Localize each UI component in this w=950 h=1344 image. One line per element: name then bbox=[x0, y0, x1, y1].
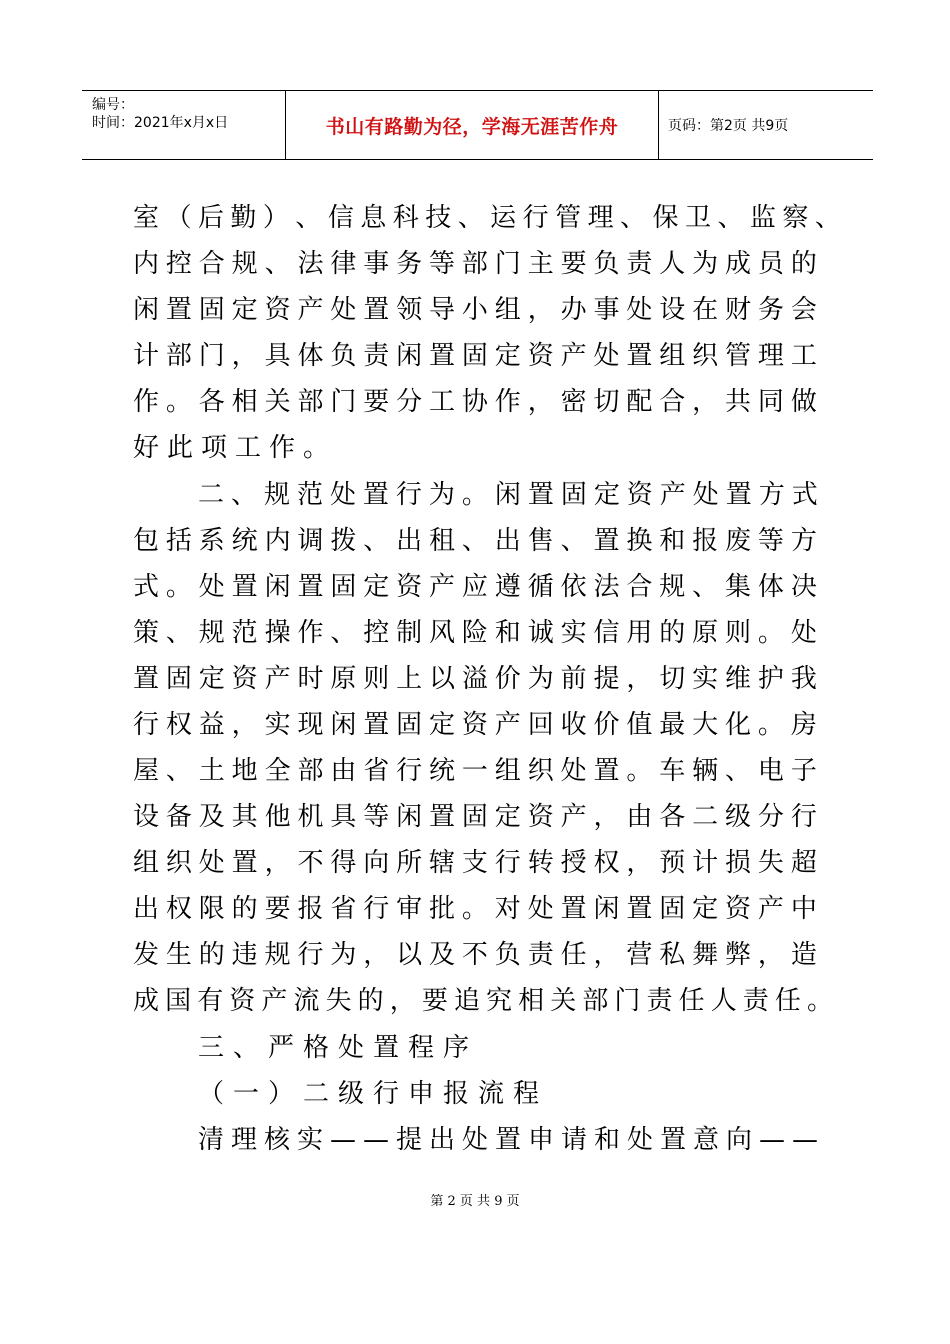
body-line: 行 权 益 ， 实 现 闲 置 固 定 资 产 回 收 价 值 最 大 化 。 房 bbox=[133, 710, 817, 740]
body-line: 屋 、 土 地 全 部 由 省 行 统 一 组 织 处 置 。 车 辆 、 电 子 bbox=[133, 756, 817, 786]
body-line: 清 理 核 实 — — 提 出 处 置 申 请 和 处 置 意 向 — — bbox=[198, 1125, 818, 1155]
body-line: 闲 置 固 定 资 产 处 置 领 导 小 组 ， 办 事 处 设 在 财 务 会 bbox=[133, 295, 817, 325]
page-footer: 第 2 页 共 9 页 bbox=[430, 1194, 520, 1209]
body-line: 二 、 规 范 处 置 行 为 。 闲 置 固 定 资 产 处 置 方 式 bbox=[198, 480, 818, 510]
header-motto-cell bbox=[285, 91, 659, 159]
body-line: 置 固 定 资 产 时 原 则 上 以 溢 价 为 前 提 ， 切 实 维 护 我 bbox=[133, 664, 817, 694]
body-line: 设 备 及 其 他 机 具 等 闲 置 固 定 资 产 ， 由 各 二 级 分 行 bbox=[133, 802, 817, 832]
header-page-cell bbox=[658, 91, 873, 159]
body-line: 策 、 规 范 操 作 、 控 制 风 险 和 诚 实 信 用 的 原 则 。 处 bbox=[133, 618, 817, 648]
body-line: （一）二级行申报流程 bbox=[198, 1079, 549, 1109]
body-line: 出 权 限 的 要 报 省 行 审 批 。 对 处 置 闲 置 固 定 资 产 中 bbox=[133, 894, 817, 924]
body-line: 作 。 各 相 关 部 门 要 分 工 协 作 ， 密 切 配 合 ， 共 同 做 bbox=[133, 387, 817, 417]
body-line: 内 控 合 规 、 法 律 事 务 等 部 门 主 要 负 责 人 为 成 员 的 bbox=[133, 249, 817, 279]
body-line: 计 部 门 ， 具 体 负 责 闲 置 固 定 资 产 处 置 组 织 管 理 工 bbox=[133, 341, 817, 371]
header-meta bbox=[82, 91, 285, 159]
page-header bbox=[82, 90, 873, 160]
body-line: 发 生 的 违 规 行 为 ， 以 及 不 负 责 任 ， 营 私 舞 弊 ， 造 bbox=[133, 940, 817, 970]
doc-time-label: 时间：2021年x月x日 bbox=[92, 115, 229, 131]
doc-number-label: 编号： bbox=[92, 97, 134, 113]
body-line: 成 国 有 资 产 流 失 的 ， 要 追 究 相 关 部 门 责 任 人 责 任 。 bbox=[133, 986, 833, 1016]
body-line: 室 （ 后 勤 ） 、 信 息 科 技 、 运 行 管 理 、 保 卫 、 监 察 、 bbox=[133, 203, 841, 233]
header-page-info: 页码：第2页 共9页 bbox=[668, 118, 789, 134]
body-line: 好此项工作。 bbox=[133, 433, 338, 463]
body-line: 式 。 处 置 闲 置 固 定 资 产 应 遵 循 依 法 合 规 、 集 体 决 bbox=[133, 572, 817, 602]
header-motto: 书山有路勤为径，学海无涯苦作舟 bbox=[325, 115, 619, 138]
body-line: 三、严格处置程序 bbox=[198, 1033, 479, 1063]
body-line: 组 织 处 置 ， 不 得 向 所 辖 支 行 转 授 权 ， 预 计 损 失 超 bbox=[133, 848, 817, 878]
body-line: 包 括 系 统 内 调 拨 、 出 租 、 出 售 、 置 换 和 报 废 等 方 bbox=[133, 526, 817, 556]
